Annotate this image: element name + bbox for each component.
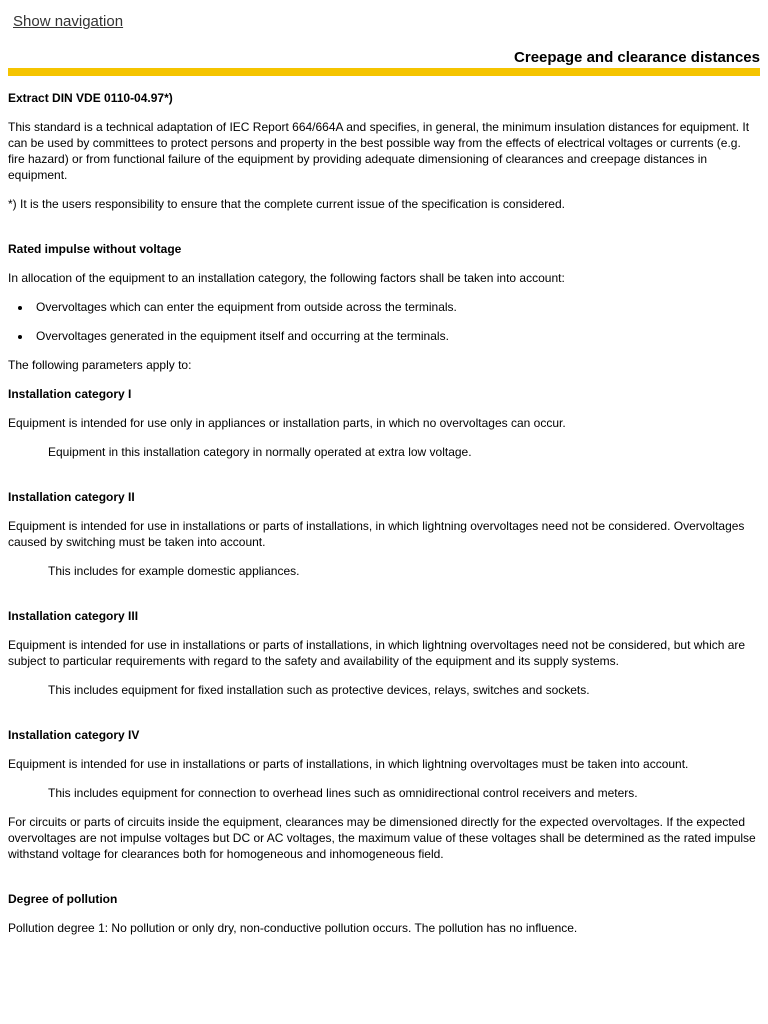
rated-impulse-heading: Rated impulse without voltage xyxy=(8,242,182,256)
factors-list-2 xyxy=(8,328,760,344)
factors-list xyxy=(8,299,760,315)
extract-heading: Extract DIN VDE 0110-04.97*) xyxy=(8,91,173,105)
category-1-heading: Installation category I xyxy=(8,387,132,401)
pollution-heading: Degree of pollution xyxy=(8,892,118,906)
category-1-text: Equipment is intended for use only in appliances or installation parts, in which no overvoltages can occur. xyxy=(8,416,566,430)
category-4-text: Equipment is intended for use in installations or parts of installations, in which lightning overvoltages must be taken into account. xyxy=(8,757,689,771)
category-3-text: Equipment is intended for use in installations or parts of installations, in which lightning overvoltages need not be considered, but which are subject to particular requirements with regard to the safety and availability of the equipment and its supply systems. xyxy=(8,638,746,668)
category-2-note: This includes for example domestic appliances. xyxy=(48,564,300,578)
article-content xyxy=(8,90,760,936)
show-navigation-link[interactable]: Show navigation xyxy=(13,13,124,30)
category-1-note: Equipment in this installation category in normally operated at extra low voltage. xyxy=(48,445,472,459)
footnote-paragraph: *) It is the users responsibility to ensure that the complete current issue of the specification is considered. xyxy=(8,197,565,211)
category-4-heading: Installation category IV xyxy=(8,728,140,742)
pollution-degree-1: Pollution degree 1: No pollution or only dry, non-conductive pollution occurs. The pollution has no influence. xyxy=(8,921,578,935)
intro-paragraph: This standard is a technical adaptation of IEC Report 664/664A and specifies, in general, the minimum insulation distances for equipment. It can be used by committees to protect persons and property in the best possible way from the effects of electrical voltages or currents (e.g. fire hazard) or from functional failure of the equipment by providing adequate dimensioning of clearances and creepage distances in equipment. xyxy=(8,120,750,182)
list-item: • Overvoltages generated in the equipment itself and occurring at the terminals. xyxy=(32,328,760,344)
category-3-heading: Installation category III xyxy=(8,609,139,623)
title-divider-bar xyxy=(8,68,760,76)
category-2-text: Equipment is intended for use in installations or parts of installations, in which lightning overvoltages need not be considered. Overvoltages caused by switching must be taken into account. xyxy=(8,519,745,549)
category-3-note: This includes equipment for fixed installation such as protective devices, relays, switches and sockets. xyxy=(48,683,590,697)
circuits-paragraph: For circuits or parts of circuits inside the equipment, clearances may be dimensioned directly for the expected overvoltages. If the expected overvoltages are not impulse voltages but DC or AC voltages, the maximum value of these voltages shall be determined as the rated impulse withstand voltage for clearances both for homogeneous and inhomogeneous field. xyxy=(8,815,756,861)
params-intro-paragraph: The following parameters apply to: xyxy=(8,358,192,372)
category-4-note: This includes equipment for connection to overhead lines such as omnidirectional control receivers and meters. xyxy=(48,786,638,800)
list-item: • Overvoltages which can enter the equipment from outside across the terminals. xyxy=(32,299,760,315)
rated-intro-paragraph: In allocation of the equipment to an installation category, the following factors shall be taken into account: xyxy=(8,271,565,285)
page-title: Creepage and clearance distances xyxy=(514,49,760,66)
category-2-heading: Installation category II xyxy=(8,490,135,504)
